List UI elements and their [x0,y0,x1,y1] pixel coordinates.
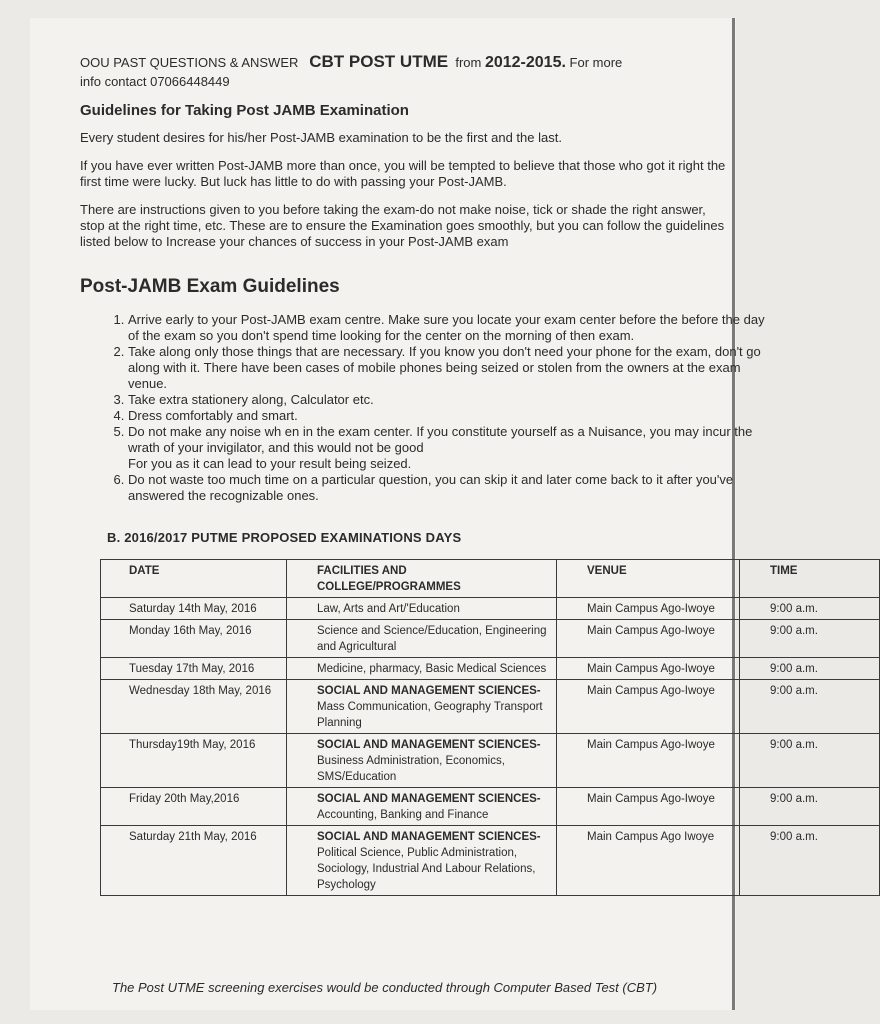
header-line [80,52,740,72]
facilities-cell [287,680,557,734]
facilities-group: SOCIAL AND MANAGEMENT SCIENCES- [317,793,541,805]
date-cell: Saturday 14th May, 2016 [101,598,287,620]
schedule-heading: B. 2016/2017 PUTME PROPOSED EXAMINATIONS DAYS [107,530,462,545]
facilities-programmes: Law, Arts and Art/'Education [317,603,460,615]
date-cell: Saturday 21th May, 2016 [101,826,287,896]
guideline-item: 4. Dress comfortably and smart. [128,408,778,424]
exam-guidelines-heading: Post-JAMB Exam Guidelines [80,276,340,297]
facilities-cell [287,826,557,896]
schedule-table [100,559,880,896]
guideline-item: 3. Take extra stationery along, Calculator etc. [128,392,778,408]
column-header-date: DATE [101,560,287,598]
venue-cell: Main Campus Ago Iwoye [557,826,740,896]
venue-cell: Main Campus Ago-Iwoye [557,788,740,826]
header-more: For more [569,55,623,70]
guideline-item: 6. Do not waste too much time on a particular question, you can skip it and later come back to it after you've answered the recognizable ones. [128,472,778,504]
date-cell: Thursday19th May, 2016 [101,734,287,788]
facilities-group: SOCIAL AND MANAGEMENT SCIENCES- [317,831,541,843]
date-cell: Monday 16th May, 2016 [101,620,287,658]
column-header-venue: VENUE [557,560,740,598]
facilities-programmes: Science and Science/Education, Engineering and Agricultural [317,625,547,653]
time-cell: 9:00 a.m. [740,598,880,620]
facilities-cell [287,620,557,658]
date-cell: Friday 20th May,2016 [101,788,287,826]
guidelines-list [80,312,778,504]
header-prefix: OOU PAST QUESTIONS & ANSWER [80,55,299,70]
time-cell: 9:00 a.m. [740,734,880,788]
facilities-programmes: Mass Communication, Geography Transport Planning [317,701,543,729]
header-years: 2012-2015. [484,54,566,71]
table-row [101,658,880,680]
table-row [101,680,880,734]
time-cell: 9:00 a.m. [740,826,880,896]
intro-paragraph-3: There are instructions given to you before taking the exam-do not make noise, tick or shade the right answer, stop at the right time, etc. These are to ensure the Examination goes smoothly, but you can follow the guidelines listed below to Increase your chances of success in your Post-JAMB exam [80,202,725,249]
time-cell: 9:00 a.m. [740,788,880,826]
guideline-item-text: Do not make any noise wh en in the exam center. If you constitute yourself as a Nuisance, you may incur the wrath of your invigilator, and this would not be good [128,424,753,455]
facilities-group: SOCIAL AND MANAGEMENT SCIENCES- [317,685,541,697]
venue-cell: Main Campus Ago-Iwoye [557,598,740,620]
guideline-item: 2. Take along only those things that are necessary. If you know you don't need your phone for the exam, don't go along with it. There have been cases of mobile phones being seized or stolen from the owners at the exam venue. [128,344,778,392]
column-header-facilities: FACILITIES AND COLLEGE/PROGRAMMES [287,560,557,598]
guideline-item [128,424,778,472]
facilities-programmes: Business Administration, Economics, SMS/Education [317,755,505,783]
venue-cell: Main Campus Ago-Iwoye [557,680,740,734]
facilities-programmes: Accounting, Banking and Finance [317,809,489,821]
facilities-cell [287,788,557,826]
table-row [101,826,880,896]
guidelines-heading: Guidelines for Taking Post JAMB Examination [80,102,409,119]
table-row [101,598,880,620]
venue-cell: Main Campus Ago-Iwoye [557,658,740,680]
header-contact: info contact 07066448449 [80,74,230,89]
guideline-item: 1. Arrive early to your Post-JAMB exam centre. Make sure you locate your exam center before the before the day of the exam so you don't spend time looking for the center on the morning of then exam. [128,312,778,344]
facilities-programmes: Medicine, pharmacy, Basic Medical Sciences [317,663,547,675]
time-cell: 9:00 a.m. [740,620,880,658]
facilities-cell [287,598,557,620]
header-from: from [455,55,482,70]
facilities-cell [287,734,557,788]
table-row [101,620,880,658]
intro-paragraph-2: If you have ever written Post-JAMB more than once, you will be tempted to believe that those who got it right the first time were lucky. But luck has little to do with passing your Post-JAMB. [80,158,726,189]
time-cell: 9:00 a.m. [740,680,880,734]
table-row [101,788,880,826]
guideline-item-continuation: For you as it can lead to your result being seized. [128,456,412,471]
facilities-programmes: Political Science, Public Administration, Sociology, Industrial And Labour Relations, Psychology [317,847,536,891]
intro-paragraph-1: Every student desires for his/her Post-JAMB examination to be the first and the last. [80,130,562,145]
venue-cell: Main Campus Ago-Iwoye [557,620,740,658]
date-cell: Wednesday 18th May, 2016 [101,680,287,734]
table-header-row [101,560,880,598]
table-row [101,734,880,788]
facilities-cell [287,658,557,680]
facilities-group: SOCIAL AND MANAGEMENT SCIENCES- [317,739,541,751]
footer-note: The Post UTME screening exercises would be conducted through Computer Based Test (CBT) [112,980,658,995]
time-cell: 9:00 a.m. [740,658,880,680]
date-cell: Tuesday 17th May, 2016 [101,658,287,680]
header-title: CBT POST UTME [309,52,449,71]
column-header-time: TIME [740,560,880,598]
venue-cell: Main Campus Ago-Iwoye [557,734,740,788]
